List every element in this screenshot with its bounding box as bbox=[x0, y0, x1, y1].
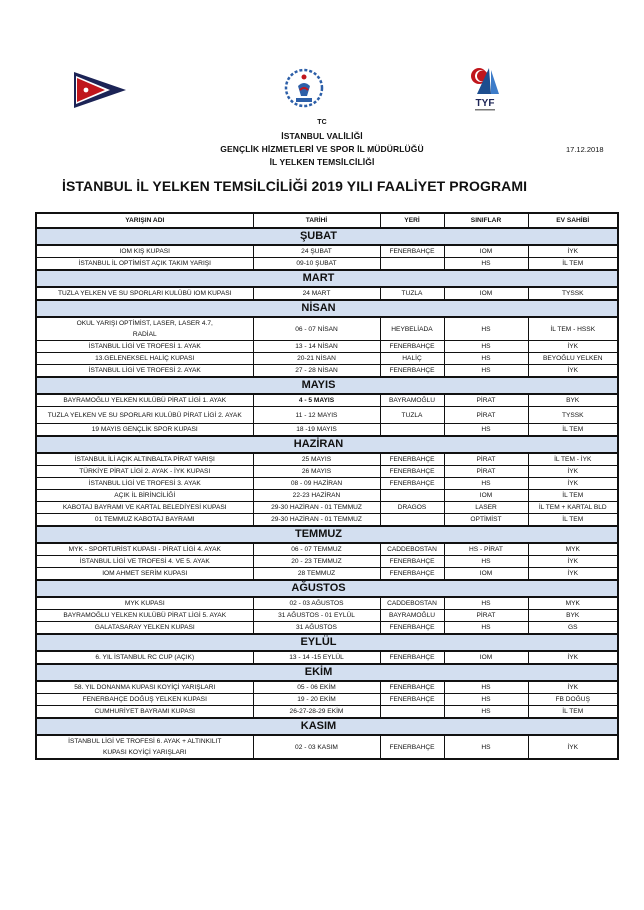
host-cell: İYK bbox=[528, 681, 618, 694]
race-name-cell: KABOTAJ BAYRAMI VE KARTAL BELEDİYESİ KUPASI bbox=[36, 502, 253, 514]
month-name: TEMMUZ bbox=[294, 528, 343, 540]
venue-cell bbox=[380, 258, 444, 271]
race-name-cell: IOM AHMET SERİM KUPASI bbox=[36, 568, 253, 581]
pennant-flag-logo bbox=[72, 70, 128, 110]
host-cell: İL TEM bbox=[528, 424, 618, 437]
table-row bbox=[36, 514, 618, 527]
date-cell: 02 - 03 KASIM bbox=[253, 735, 380, 759]
document-title: İSTANBUL İL YELKEN TEMSİLCİLİĞİ 2019 YILI FAALİYET PROGRAMI bbox=[62, 178, 528, 194]
venue-cell: BAYRAMOĞLU bbox=[380, 394, 444, 407]
document-date: 17.12.2018 bbox=[566, 145, 604, 154]
race-name-cell: İSTANBUL İLİ AÇIK ALTINBALTA PİRAT YARIŞI bbox=[36, 453, 253, 466]
host-cell: TYSSK bbox=[528, 407, 618, 424]
date-cell: 05 - 06 EKİM bbox=[253, 681, 380, 694]
table-header-row bbox=[36, 213, 618, 228]
month-header bbox=[36, 300, 618, 317]
table-row bbox=[36, 490, 618, 502]
classes-cell: HS bbox=[444, 424, 528, 437]
date-cell: 29-30 HAZİRAN - 01 TEMMUZ bbox=[253, 514, 380, 527]
classes-cell: HS bbox=[444, 681, 528, 694]
venue-cell: FENERBAHÇE bbox=[380, 466, 444, 478]
host-cell: İL TEM bbox=[528, 490, 618, 502]
venue-cell: BAYRAMOĞLU bbox=[380, 610, 444, 622]
venue-cell: DRAGOS bbox=[380, 502, 444, 514]
classes-cell: IOM bbox=[444, 651, 528, 664]
classes-cell: IOM bbox=[444, 245, 528, 258]
race-name-cell: İSTANBUL LİGİ VE TROFESİ 3. AYAK bbox=[36, 478, 253, 490]
date-cell: 19 - 20 EKİM bbox=[253, 694, 380, 706]
race-name-cell: 19 MAYIS GENÇLİK SPOR KUPASI bbox=[36, 424, 253, 437]
classes-cell: PİRAT bbox=[444, 610, 528, 622]
month-header bbox=[36, 634, 618, 651]
month-header bbox=[36, 228, 618, 245]
table-row bbox=[36, 543, 618, 556]
month-header bbox=[36, 526, 618, 543]
date-cell: 31 AĞUSTOS bbox=[253, 622, 380, 635]
classes-cell: HS bbox=[444, 706, 528, 719]
venue-cell: HALİÇ bbox=[380, 353, 444, 365]
date-cell: 20 - 23 TEMMUZ bbox=[253, 556, 380, 568]
classes-cell: HS bbox=[444, 556, 528, 568]
table-row bbox=[36, 407, 618, 424]
race-name-cell: 6. YIL İSTANBUL RC CUP (AÇIK) bbox=[36, 651, 253, 664]
tyf-logo-text: TYF bbox=[475, 98, 495, 109]
classes-cell: IOM bbox=[444, 287, 528, 300]
venue-cell: FENERBAHÇE bbox=[380, 651, 444, 664]
month-header-row bbox=[36, 377, 618, 394]
venue-cell: FENERBAHÇE bbox=[380, 622, 444, 635]
month-name: EKİM bbox=[304, 666, 333, 678]
date-cell: 11 - 12 MAYIS bbox=[253, 407, 380, 424]
host-cell: MYK bbox=[528, 543, 618, 556]
classes-cell: HS bbox=[444, 622, 528, 635]
table-row bbox=[36, 466, 618, 478]
table-row bbox=[36, 502, 618, 514]
classes-cell: HS bbox=[444, 258, 528, 271]
month-header-row bbox=[36, 270, 618, 287]
month-header bbox=[36, 580, 618, 597]
header-valilik: İSTANBUL VALİLİĞİ bbox=[281, 131, 363, 141]
month-header bbox=[36, 377, 618, 394]
date-cell: 4 - 5 MAYIS bbox=[253, 394, 380, 407]
table-row bbox=[36, 706, 618, 719]
month-header-row bbox=[36, 526, 618, 543]
date-cell: 18 -19 MAYIS bbox=[253, 424, 380, 437]
date-cell: 26 MAYIS bbox=[253, 466, 380, 478]
month-name: MAYIS bbox=[301, 379, 336, 391]
venue-cell bbox=[380, 490, 444, 502]
host-cell: İYK bbox=[528, 245, 618, 258]
host-cell: İL TEM bbox=[528, 706, 618, 719]
host-cell: İYK bbox=[528, 568, 618, 581]
date-cell: 24 ŞUBAT bbox=[253, 245, 380, 258]
column-header-venue: YERİ bbox=[380, 213, 444, 228]
venue-cell: CADDEBOSTAN bbox=[380, 543, 444, 556]
classes-cell: HS bbox=[444, 478, 528, 490]
venue-cell: FENERBAHÇE bbox=[380, 365, 444, 378]
classes-cell: HS - PİRAT bbox=[444, 543, 528, 556]
host-cell: İL TEM bbox=[528, 258, 618, 271]
table-row bbox=[36, 287, 618, 300]
host-cell: İYK bbox=[528, 651, 618, 664]
date-cell: 09-10 ŞUBAT bbox=[253, 258, 380, 271]
race-name-cell: MYK KUPASI bbox=[36, 597, 253, 610]
date-cell: 27 - 28 NİSAN bbox=[253, 365, 380, 378]
month-name: MART bbox=[302, 272, 335, 284]
month-name: NİSAN bbox=[301, 302, 336, 314]
classes-cell: LASER bbox=[444, 502, 528, 514]
table-row bbox=[36, 365, 618, 378]
host-cell: İYK bbox=[528, 365, 618, 378]
host-cell: İYK bbox=[528, 466, 618, 478]
month-header-row bbox=[36, 300, 618, 317]
tyf-logo bbox=[467, 64, 503, 114]
classes-cell: HS bbox=[444, 735, 528, 759]
classes-cell: PİRAT bbox=[444, 407, 528, 424]
genclik-spor-emblem-logo bbox=[280, 64, 328, 116]
race-name-cell: 13.GELENEKSEL HALİÇ KUPASI bbox=[36, 353, 253, 365]
host-cell: BYK bbox=[528, 394, 618, 407]
race-name-cell: 58. YIL DONANMA KUPASI KOYİÇİ YARIŞLARI bbox=[36, 681, 253, 694]
host-cell: İYK bbox=[528, 556, 618, 568]
classes-cell: PİRAT bbox=[444, 466, 528, 478]
table-row bbox=[36, 245, 618, 258]
month-header-row bbox=[36, 718, 618, 735]
venue-cell: FENERBAHÇE bbox=[380, 556, 444, 568]
classes-cell: HS bbox=[444, 365, 528, 378]
date-cell: 02 - 03 AĞUSTOS bbox=[253, 597, 380, 610]
table-row bbox=[36, 556, 618, 568]
venue-cell: TUZLA bbox=[380, 287, 444, 300]
classes-cell: PİRAT bbox=[444, 453, 528, 466]
month-name: HAZİRAN bbox=[293, 438, 344, 450]
venue-cell bbox=[380, 706, 444, 719]
date-cell: 24 MART bbox=[253, 287, 380, 300]
classes-cell: PİRAT bbox=[444, 394, 528, 407]
race-name-cell: TUZLA YELKEN VE SU SPORLARI KULÜBÜ PİRAT LİGİ 2. AYAK bbox=[36, 407, 253, 424]
table-row bbox=[36, 258, 618, 271]
race-name-cell: İSTANBUL LİGİ VE TROFESİ 2. AYAK bbox=[36, 365, 253, 378]
race-name-cell: IOM KIŞ KUPASI bbox=[36, 245, 253, 258]
venue-cell: CADDEBOSTAN bbox=[380, 597, 444, 610]
host-cell: İL TEM + KARTAL BLD bbox=[528, 502, 618, 514]
month-header-row bbox=[36, 436, 618, 453]
month-header bbox=[36, 270, 618, 287]
date-cell: 22-23 HAZİRAN bbox=[253, 490, 380, 502]
race-name-cell: BAYRAMOĞLU YELKEN KULÜBÜ PİRAT LİGİ 5. AYAK bbox=[36, 610, 253, 622]
table-row bbox=[36, 681, 618, 694]
venue-cell: HEYBELİADA bbox=[380, 317, 444, 341]
venue-cell: FENERBAHÇE bbox=[380, 245, 444, 258]
date-cell: 13 - 14 -15 EYLÜL bbox=[253, 651, 380, 664]
month-name: KASIM bbox=[300, 720, 337, 732]
race-name-cell: İSTANBUL LİGİ VE TROFESİ 4. VE 5. AYAK bbox=[36, 556, 253, 568]
race-name-cell: BAYRAMOĞLU YELKEN KULÜBÜ PİRAT LİGİ 1. AYAK bbox=[36, 394, 253, 407]
column-header-date: TARİHİ bbox=[253, 213, 380, 228]
host-cell: İYK bbox=[528, 735, 618, 759]
table-row bbox=[36, 394, 618, 407]
table-row bbox=[36, 622, 618, 635]
venue-cell: FENERBAHÇE bbox=[380, 568, 444, 581]
table-row bbox=[36, 694, 618, 706]
classes-cell: HS bbox=[444, 341, 528, 353]
host-cell: İYK bbox=[528, 341, 618, 353]
classes-cell: HS bbox=[444, 597, 528, 610]
table-row bbox=[36, 735, 618, 759]
date-cell: 28 TEMMUZ bbox=[253, 568, 380, 581]
race-name-cell: İSTANBUL İL OPTİMİST AÇIK TAKIM YARIŞI bbox=[36, 258, 253, 271]
column-header-race-name: YARIŞIN ADI bbox=[36, 213, 253, 228]
month-header bbox=[36, 436, 618, 453]
classes-cell: OPTİMİST bbox=[444, 514, 528, 527]
header-temsilcilik: İL YELKEN TEMSİLCİLİĞİ bbox=[269, 157, 375, 167]
column-header-host: EV SAHİBİ bbox=[528, 213, 618, 228]
host-cell: BEYOĞLU YELKEN bbox=[528, 353, 618, 365]
month-header bbox=[36, 718, 618, 735]
classes-cell: IOM bbox=[444, 568, 528, 581]
race-name-cell: 01 TEMMUZ KABOTAJ BAYRAMI bbox=[36, 514, 253, 527]
venue-cell: FENERBAHÇE bbox=[380, 694, 444, 706]
host-cell: İL TEM - İYK bbox=[528, 453, 618, 466]
race-name-cell: MYK - SPORTURİST KUPASI - PİRAT LİGİ 4. AYAK bbox=[36, 543, 253, 556]
month-name: ŞUBAT bbox=[299, 230, 338, 242]
date-cell: 29-30 HAZİRAN - 01 TEMMUZ bbox=[253, 502, 380, 514]
race-name-cell: GALATASARAY YELKEN KUPASI bbox=[36, 622, 253, 635]
race-name-cell: TUZLA YELKEN VE SU SPORLARI KULÜBÜ IOM KUPASI bbox=[36, 287, 253, 300]
host-cell: GS bbox=[528, 622, 618, 635]
classes-cell: HS bbox=[444, 317, 528, 341]
race-name-cell: OKUL YARIŞI OPTİMİST, LASER, LASER 4.7, RADİAL bbox=[36, 317, 253, 341]
race-name-cell: TÜRKİYE PİRAT LİGİ 2. AYAK - İYK KUPASI bbox=[36, 466, 253, 478]
table-row bbox=[36, 353, 618, 365]
date-cell: 26-27-28-29 EKİM bbox=[253, 706, 380, 719]
race-name-cell: İSTANBUL LİGİ VE TROFESİ 6. AYAK + ALTINKILIT KUPASI KOYİÇİ YARIŞLARI bbox=[36, 735, 253, 759]
month-name: AĞUSTOS bbox=[291, 582, 346, 594]
date-cell: 20-21 NİSAN bbox=[253, 353, 380, 365]
table-row bbox=[36, 478, 618, 490]
column-header-classes: SINIFLAR bbox=[444, 213, 528, 228]
venue-cell: FENERBAHÇE bbox=[380, 681, 444, 694]
program-table bbox=[35, 212, 619, 760]
host-cell: İL TEM - HSSK bbox=[528, 317, 618, 341]
date-cell: 08 - 09 HAZİRAN bbox=[253, 478, 380, 490]
month-header-row bbox=[36, 664, 618, 681]
host-cell: İYK bbox=[528, 478, 618, 490]
race-name-cell: FENERBAHÇE DOĞUŞ YELKEN KUPASI bbox=[36, 694, 253, 706]
table-row bbox=[36, 453, 618, 466]
program-table-body bbox=[36, 228, 618, 759]
table-row bbox=[36, 341, 618, 353]
date-cell: 25 MAYIS bbox=[253, 453, 380, 466]
venue-cell bbox=[380, 424, 444, 437]
month-header-row bbox=[36, 580, 618, 597]
date-cell: 31 AĞUSTOS - 01 EYLÜL bbox=[253, 610, 380, 622]
classes-cell: HS bbox=[444, 353, 528, 365]
table-row bbox=[36, 651, 618, 664]
host-cell: MYK bbox=[528, 597, 618, 610]
venue-cell: TUZLA bbox=[380, 407, 444, 424]
header-mudurluk: GENÇLİK HİZMETLERİ VE SPOR İL MÜDÜRLÜĞÜ bbox=[220, 144, 424, 154]
venue-cell: FENERBAHÇE bbox=[380, 341, 444, 353]
race-name-cell: İSTANBUL LİGİ VE TROFESİ 1. AYAK bbox=[36, 341, 253, 353]
month-header bbox=[36, 664, 618, 681]
host-cell: FB DOĞUŞ bbox=[528, 694, 618, 706]
classes-cell: IOM bbox=[444, 490, 528, 502]
race-name-cell: CUMHURİYET BAYRAMI KUPASI bbox=[36, 706, 253, 719]
date-cell: 13 - 14 NİSAN bbox=[253, 341, 380, 353]
month-name: EYLÜL bbox=[300, 636, 337, 648]
date-cell: 06 - 07 TEMMUZ bbox=[253, 543, 380, 556]
venue-cell bbox=[380, 514, 444, 527]
venue-cell: FENERBAHÇE bbox=[380, 478, 444, 490]
classes-cell: HS bbox=[444, 694, 528, 706]
host-cell: TYSSK bbox=[528, 287, 618, 300]
table-row bbox=[36, 568, 618, 581]
host-cell: İL TEM bbox=[528, 514, 618, 527]
table-row bbox=[36, 597, 618, 610]
venue-cell: FENERBAHÇE bbox=[380, 735, 444, 759]
race-name-cell: AÇIK İL BİRİNCİLİĞİ bbox=[36, 490, 253, 502]
date-cell: 06 - 07 NİSAN bbox=[253, 317, 380, 341]
table-row bbox=[36, 424, 618, 437]
table-row bbox=[36, 317, 618, 341]
table-row bbox=[36, 610, 618, 622]
month-header-row bbox=[36, 634, 618, 651]
venue-cell: FENERBAHÇE bbox=[380, 453, 444, 466]
month-header-row bbox=[36, 228, 618, 245]
host-cell: BYK bbox=[528, 610, 618, 622]
header-tc: TC bbox=[317, 119, 327, 126]
